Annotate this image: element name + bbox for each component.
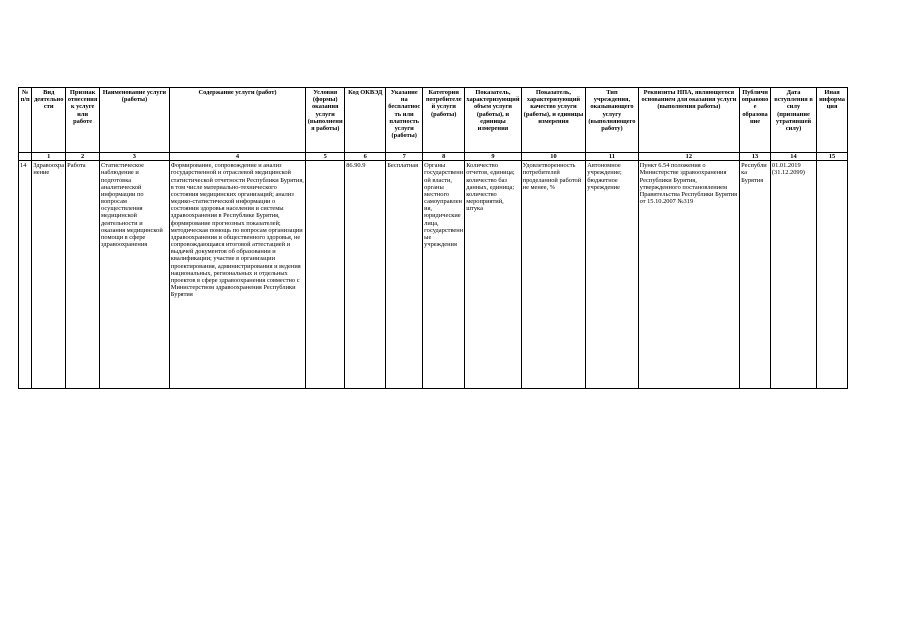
header-cell-consumers: Категории потребителей услуги (работы) <box>423 88 465 153</box>
column-number: 10 <box>521 153 586 161</box>
header-cell-content: Содержание услуги (работ) <box>169 88 305 153</box>
type-cell: Работа <box>66 161 100 389</box>
quality-cell: Удовлетворенность потребителей проделанной работой не менее, % <box>521 161 586 389</box>
header-cell-public-entity: Публичноправовое образование <box>740 88 771 153</box>
column-number: 1 <box>32 153 66 161</box>
column-number: 12 <box>638 153 740 161</box>
content-cell: Формирование, сопровождение и анализ государственной и отраслевой медицинской статистической отчетности Республики Бурятия, в том числе материально-технического состояния медицинских организаций; анализ медико-статистической информации о состоянии здоровья населения и системы здравоохранения в Республике Бурятия, формирование прогнозных показателей; методическая помощь по вопросам организации здравоохранения и общественного здоровья, не сопровождающаяся итоговой аттестацией и выдачей документов об образовании и квалификации; участие в организации проектирования, администрирования и ведения национальных, региональных и отдельных проектов в сфере здравоохранения совместно с Министерством здравоохранения Республики Бурятия <box>169 161 305 389</box>
public-entity-cell: Республика Бурятия <box>740 161 771 389</box>
column-number: 14 <box>770 153 816 161</box>
column-number: 8 <box>423 153 465 161</box>
conditions-cell <box>306 161 345 389</box>
column-number: 4 <box>169 153 305 161</box>
header-cell-type: Признак отнесения к услуге или работе <box>66 88 100 153</box>
column-number <box>19 153 32 161</box>
institution-type-cell: Автономное учреждение; бюджетное учреждение <box>586 161 638 389</box>
column-number-row <box>19 153 848 161</box>
column-number: 7 <box>386 153 423 161</box>
header-cell-effective-date: Дата вступления в силу (признание утратившей силу) <box>770 88 816 153</box>
table-row <box>19 161 848 389</box>
payment-cell: Бесплатная <box>386 161 423 389</box>
header-cell-volume: Показатель, характеризующий объем услуги (работы), и единицы измерения <box>465 88 521 153</box>
consumers-cell: Органы государственной власти, органы местного самоуправления, юридические лица, государственные учреждения <box>423 161 465 389</box>
services-register-table <box>18 87 848 389</box>
row-number-cell: 14 <box>19 161 32 389</box>
header-cell-institution-type: Тип учреждения, оказывающего услугу (выполняющего работу) <box>586 88 638 153</box>
header-cell-conditions: Условия (формы) оказания услуги (выполнения работы) <box>306 88 345 153</box>
okved-cell: 86.90.9 <box>345 161 386 389</box>
column-number: 15 <box>817 153 848 161</box>
header-row <box>19 88 848 153</box>
column-number: 2 <box>66 153 100 161</box>
column-number: 9 <box>465 153 521 161</box>
header-cell-other-info: Иная информация <box>817 88 848 153</box>
service-name-cell: Статистическое наблюдение и подготовка аналитической информации по вопросам осуществления медицинской деятельности и оказания медицинской помощи в сфере здравоохранения <box>100 161 170 389</box>
header-cell-num: № п/п <box>19 88 32 153</box>
header-cell-service-name: Наименование услуги (работы) <box>100 88 170 153</box>
legal-act-cell: Пункт 6.54 положения о Министерстве здравоохранения Республики Бурятия, утвержденного постановлением Правительства Республики Бурятия от 15.10.2007 №319 <box>638 161 740 389</box>
header-cell-payment: Указание на бесплатность или платность услуги (работы) <box>386 88 423 153</box>
header-cell-activity: Вид деятельности <box>32 88 66 153</box>
header-cell-quality: Показатель, характеризующий качество услуги (работы), и единицы измерения <box>521 88 586 153</box>
column-number: 6 <box>345 153 386 161</box>
header-cell-legal-act: Реквизиты НПА, являющегося основанием для оказания услуги (выполнения работы) <box>638 88 740 153</box>
header-cell-okved: Код ОКВЭД <box>345 88 386 153</box>
activity-cell: Здравоохранение <box>32 161 66 389</box>
column-number: 13 <box>740 153 771 161</box>
column-number: 3 <box>100 153 170 161</box>
other-info-cell <box>817 161 848 389</box>
column-number: 11 <box>586 153 638 161</box>
column-number: 5 <box>306 153 345 161</box>
volume-cell: Количество отчетов, единица; количество баз данных, единица; количество мероприятий, штука <box>465 161 521 389</box>
effective-date-cell: 01.01.2019 (31.12.2099) <box>770 161 816 389</box>
